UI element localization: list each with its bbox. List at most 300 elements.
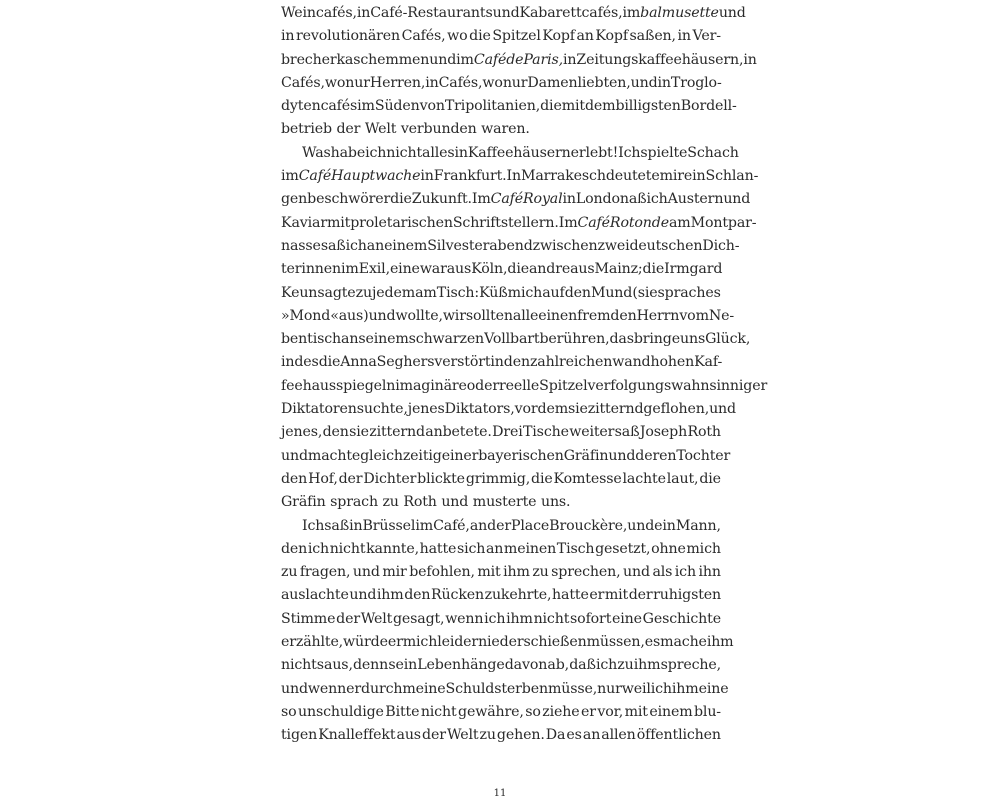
word: Austern — [667, 191, 724, 208]
word: zitternd — [369, 424, 425, 441]
text-line — [281, 584, 721, 607]
word: ich — [595, 657, 618, 674]
word: Glück, — [705, 331, 751, 348]
word: er — [580, 703, 596, 720]
word: Stimme — [281, 610, 336, 627]
word: in — [349, 517, 363, 534]
word: und — [349, 587, 377, 604]
word: im — [281, 168, 299, 185]
word: ihm — [376, 587, 404, 604]
word: und — [627, 517, 655, 534]
word: wenn — [445, 610, 484, 627]
word: Cafés, — [281, 74, 325, 91]
word: Marrakesch — [520, 168, 606, 185]
word: die — [318, 354, 341, 371]
word: musterte — [472, 494, 537, 511]
word: Mainz; — [594, 261, 643, 278]
word: und — [281, 680, 308, 697]
word: die — [642, 261, 665, 278]
word: Diktatoren — [281, 401, 357, 418]
word: ihn — [698, 564, 721, 581]
word: saßen, — [629, 28, 676, 45]
word: es — [566, 727, 582, 744]
word: und — [709, 401, 736, 418]
word: meine — [402, 680, 446, 697]
word: kannte, — [366, 540, 419, 557]
word: wollte, — [395, 307, 443, 324]
text-line — [281, 118, 721, 141]
word: saß — [614, 424, 640, 441]
word: In — [506, 168, 521, 185]
word: Café — [490, 191, 524, 208]
word: aß — [628, 191, 647, 208]
word: zu — [281, 564, 298, 581]
word: ich — [646, 191, 668, 208]
word: vom — [679, 307, 709, 324]
text-line — [281, 25, 721, 48]
word: »Mond« — [281, 307, 339, 324]
word: sollten — [465, 307, 513, 324]
text-line — [281, 398, 736, 421]
word: einen — [538, 307, 578, 324]
word: der — [336, 121, 361, 138]
word: nur — [597, 680, 622, 697]
word: Schlan- — [705, 168, 759, 185]
word: eine — [698, 680, 729, 697]
word: ohne — [651, 540, 686, 557]
text-line — [281, 515, 721, 538]
word: aus) — [338, 307, 369, 324]
word: es — [644, 634, 661, 651]
text-line — [281, 95, 737, 118]
word: in — [677, 28, 691, 45]
word: als — [652, 564, 673, 581]
word: bal — [640, 5, 662, 21]
word: müssen, — [586, 634, 645, 651]
word: einem — [649, 703, 693, 720]
word: Troglo- — [670, 74, 722, 91]
word: sprach — [330, 494, 378, 511]
word: der — [628, 587, 653, 604]
word: der — [422, 727, 446, 744]
word: Tisch: — [436, 284, 480, 301]
text-line — [281, 305, 735, 328]
word: und — [718, 5, 746, 21]
word: nichts — [281, 657, 324, 674]
word: der — [338, 470, 363, 487]
word: nicht — [386, 144, 423, 161]
word: es — [705, 284, 721, 301]
word: den — [322, 424, 349, 441]
word: zwei — [597, 237, 630, 254]
word: Ne- — [708, 307, 735, 324]
word: die — [540, 98, 562, 115]
word: spreche, — [660, 657, 721, 674]
word: er — [387, 634, 403, 651]
word: aus — [396, 727, 421, 744]
word: feehausspiegeln — [281, 377, 396, 394]
word: imaginäre — [395, 377, 467, 394]
word: zu — [382, 494, 399, 511]
word: gesagt, — [392, 610, 445, 627]
word: bentisch — [281, 331, 342, 348]
word: Gräfin — [563, 447, 609, 464]
word: müsse, — [547, 680, 598, 697]
word: musette — [661, 5, 719, 21]
word: Geschichte — [642, 610, 721, 627]
text-line — [281, 142, 739, 165]
word: die — [699, 470, 721, 487]
word: saß — [324, 517, 350, 534]
paragraph — [281, 515, 734, 748]
word: Welt — [360, 610, 393, 627]
text-line — [281, 375, 768, 398]
word: indes — [281, 354, 319, 371]
word: verbunden — [400, 121, 477, 138]
word: und — [281, 447, 308, 464]
word: uns — [679, 331, 706, 348]
text-line — [281, 72, 721, 95]
word: Royal — [523, 191, 563, 208]
word: weiter — [569, 424, 615, 441]
word: de — [506, 51, 524, 68]
word: sofort — [570, 610, 612, 627]
word: waren. — [481, 121, 530, 138]
word: aus, — [324, 657, 353, 674]
word: die — [390, 191, 412, 208]
word: mit — [604, 587, 629, 604]
word: ein — [654, 517, 676, 534]
word: befohlen, — [409, 564, 475, 581]
word: Brouckère, — [549, 517, 628, 534]
word: das — [609, 331, 634, 348]
word: hatte — [552, 587, 589, 604]
word: fragen, — [299, 564, 351, 581]
word: und — [368, 307, 396, 324]
word: würde — [343, 634, 388, 651]
word: oder — [466, 377, 499, 394]
word: in — [657, 74, 671, 91]
word: Rotonde — [609, 214, 669, 231]
text-line — [281, 445, 731, 468]
word: mir — [659, 168, 684, 185]
word: Ich — [618, 144, 641, 161]
paragraph — [281, 142, 768, 515]
word: Anna — [340, 354, 377, 371]
word: billigsten — [615, 98, 681, 115]
word: und — [441, 494, 469, 511]
word: den — [564, 284, 591, 301]
word: Irmgard — [664, 261, 723, 278]
word: Spitzel — [539, 377, 588, 394]
word: Café — [298, 168, 332, 185]
word: Drei — [492, 424, 523, 441]
word: dem — [537, 401, 569, 418]
word: Exil, — [358, 261, 390, 278]
word: wenn — [307, 680, 347, 697]
word: jenes, — [281, 424, 323, 441]
word: in — [743, 51, 757, 68]
word: an — [485, 540, 504, 557]
word: nicht — [533, 610, 570, 627]
word: ich — [307, 540, 330, 557]
word: Schriftstellern. — [452, 214, 559, 231]
word: mache — [660, 634, 707, 651]
text-line — [281, 421, 721, 444]
word: in — [425, 74, 439, 91]
word: seinem — [358, 331, 409, 348]
word: Brüssel — [362, 517, 416, 534]
word: Seghers — [376, 354, 435, 371]
word: geflohen, — [643, 401, 710, 418]
text-line — [281, 328, 751, 351]
word: Welt — [446, 727, 479, 744]
word: Bordell- — [680, 98, 737, 115]
word: Leben — [417, 657, 461, 674]
word: nasse — [281, 237, 321, 254]
word: ab, — [547, 657, 570, 674]
text-line — [281, 701, 721, 724]
word: vor, — [597, 703, 624, 720]
word: Schach — [687, 144, 739, 161]
word: mit — [624, 703, 648, 720]
word: machte — [307, 447, 361, 464]
word: denn — [352, 657, 389, 674]
word: und — [492, 5, 520, 21]
word: brecherkaschemmen — [281, 51, 430, 68]
word: habe — [330, 144, 366, 161]
word: jenes — [407, 401, 445, 418]
word: die — [531, 470, 553, 487]
word: an — [469, 517, 488, 534]
word: den — [281, 540, 308, 557]
word: unschuldige — [298, 703, 384, 720]
word: erzählte, — [281, 634, 344, 651]
word: Dichter — [363, 470, 417, 487]
word: daß — [569, 657, 596, 674]
text-line — [281, 678, 729, 701]
word: Spitzel — [492, 28, 541, 45]
word: davon — [504, 657, 548, 674]
word: Frankfurt. — [433, 168, 507, 185]
word: deren — [635, 447, 677, 464]
text-line — [281, 724, 721, 747]
text-line — [281, 2, 746, 25]
word: Roth — [687, 424, 721, 441]
word: auf — [542, 284, 565, 301]
word: alles — [422, 144, 455, 161]
word: bayerischen — [478, 447, 564, 464]
word: gewähre, — [458, 703, 524, 720]
word: Da — [545, 727, 566, 744]
word: war — [419, 261, 447, 278]
word: blu- — [694, 703, 721, 720]
word: Köln, — [471, 261, 508, 278]
word: der — [487, 517, 511, 534]
word: zwischen — [532, 237, 598, 254]
word: deutete — [605, 168, 660, 185]
word: Montpar- — [690, 214, 757, 231]
word: Ver- — [692, 28, 721, 45]
text-line — [281, 258, 721, 281]
word: saß — [320, 237, 346, 254]
word: im — [341, 261, 359, 278]
word: hatte — [419, 540, 457, 557]
text-line — [281, 165, 759, 188]
word: Café, — [433, 517, 470, 534]
word: sie — [349, 424, 369, 441]
word: Süden — [374, 98, 420, 115]
word: leider — [437, 634, 479, 651]
text-line — [281, 351, 721, 374]
word: ich — [345, 237, 367, 254]
paragraph — [281, 2, 757, 142]
word: nicht — [420, 703, 457, 720]
word: mit — [477, 564, 501, 581]
word: an — [366, 237, 385, 254]
word: sich — [456, 540, 486, 557]
word: betrieb — [281, 121, 332, 138]
word: tigen — [281, 727, 318, 744]
word: am — [415, 284, 437, 301]
word: an — [576, 28, 594, 45]
word: ihm — [706, 634, 734, 651]
word: vor — [514, 401, 538, 418]
text-line — [281, 608, 721, 631]
word: eine — [389, 261, 420, 278]
word: anbetete. — [425, 424, 492, 441]
word: Keun — [281, 284, 318, 301]
word: in — [454, 144, 468, 161]
word: die — [507, 261, 529, 278]
word: revolutionären — [296, 28, 401, 45]
word: fremden — [577, 307, 637, 324]
word: in — [563, 51, 577, 68]
word: den — [404, 587, 431, 604]
word: Küß — [479, 284, 508, 301]
word: Paris, — [523, 51, 563, 68]
word: aus — [570, 261, 595, 278]
word: Cafés, — [438, 74, 483, 91]
word: gesetzt, — [595, 540, 651, 557]
word: Mann, — [675, 517, 721, 534]
word: so — [281, 703, 297, 720]
word: liebten, — [577, 74, 631, 91]
word: proletarischen — [350, 214, 453, 231]
word: ich — [365, 144, 387, 161]
word: jedem — [372, 284, 415, 301]
word: Im — [471, 191, 491, 208]
word: die — [469, 28, 491, 45]
word: dytencafés — [281, 98, 358, 115]
word: uns. — [540, 494, 571, 511]
word: und — [352, 564, 380, 581]
word: Tisch — [556, 540, 595, 557]
word: Tische — [522, 424, 569, 441]
word: mit — [326, 214, 351, 231]
text-line — [281, 212, 757, 235]
word: aus — [446, 261, 472, 278]
text-line — [281, 49, 757, 72]
word: zahlreichen — [529, 354, 613, 371]
word: Herren, — [369, 74, 426, 91]
word: ein — [683, 168, 706, 185]
word: Café — [577, 214, 610, 231]
word: suchte, — [356, 401, 408, 418]
word: zu — [479, 727, 496, 744]
word: nicht — [329, 540, 366, 557]
word: laut, — [666, 470, 699, 487]
word: Dich- — [702, 237, 740, 254]
word: und — [723, 191, 751, 208]
word: einem — [384, 237, 428, 254]
word: Tochter — [676, 447, 731, 464]
word: reelle — [498, 377, 540, 394]
word: Bitte — [385, 703, 420, 720]
word: Vollbart — [484, 331, 540, 348]
word: (sie — [632, 284, 658, 301]
text-line — [281, 188, 751, 211]
word: zukehrte, — [484, 587, 552, 604]
word: verfolgungswahnsinniger — [587, 377, 768, 394]
word: an — [582, 727, 601, 744]
word: ich — [674, 564, 696, 581]
word: wo — [447, 28, 468, 45]
word: den — [503, 354, 530, 371]
word: zu — [532, 564, 549, 581]
word: niederschießen — [478, 634, 587, 651]
word: sagte — [317, 284, 356, 301]
word: eine — [612, 610, 642, 627]
word: im — [622, 5, 641, 21]
word: auslachte — [281, 587, 349, 604]
word: bringe — [633, 331, 680, 348]
word: er — [346, 680, 362, 697]
text-line — [281, 538, 721, 561]
word: in — [562, 191, 576, 208]
word: lachte — [622, 470, 666, 487]
word: Tripolitanien, — [444, 98, 541, 115]
word: mir — [382, 564, 407, 581]
text-line — [281, 468, 721, 491]
page-number: 11 — [493, 788, 507, 799]
word: London — [575, 191, 629, 208]
word: in — [281, 28, 295, 45]
word: Zukunft. — [411, 191, 472, 208]
word: und — [630, 74, 658, 91]
word: zu — [617, 657, 634, 674]
word: deutschen — [629, 237, 703, 254]
word: Was — [302, 144, 331, 161]
word: andre — [528, 261, 571, 278]
word: einer — [441, 447, 479, 464]
word: Joseph — [639, 424, 688, 441]
word: Herrn — [636, 307, 680, 324]
word: spielte — [640, 144, 688, 161]
text-line — [281, 235, 740, 258]
word: in — [356, 5, 371, 21]
word: sie — [568, 401, 588, 418]
word: meinen — [503, 540, 557, 557]
word: weil — [621, 680, 651, 697]
word: wo — [324, 74, 346, 91]
word: Zeitungskaffeehäusern, — [576, 51, 744, 68]
word: durch — [361, 680, 403, 697]
word: allen — [601, 727, 636, 744]
word: nur — [345, 74, 370, 91]
word: gehen. — [496, 727, 545, 744]
word: und — [623, 564, 650, 581]
